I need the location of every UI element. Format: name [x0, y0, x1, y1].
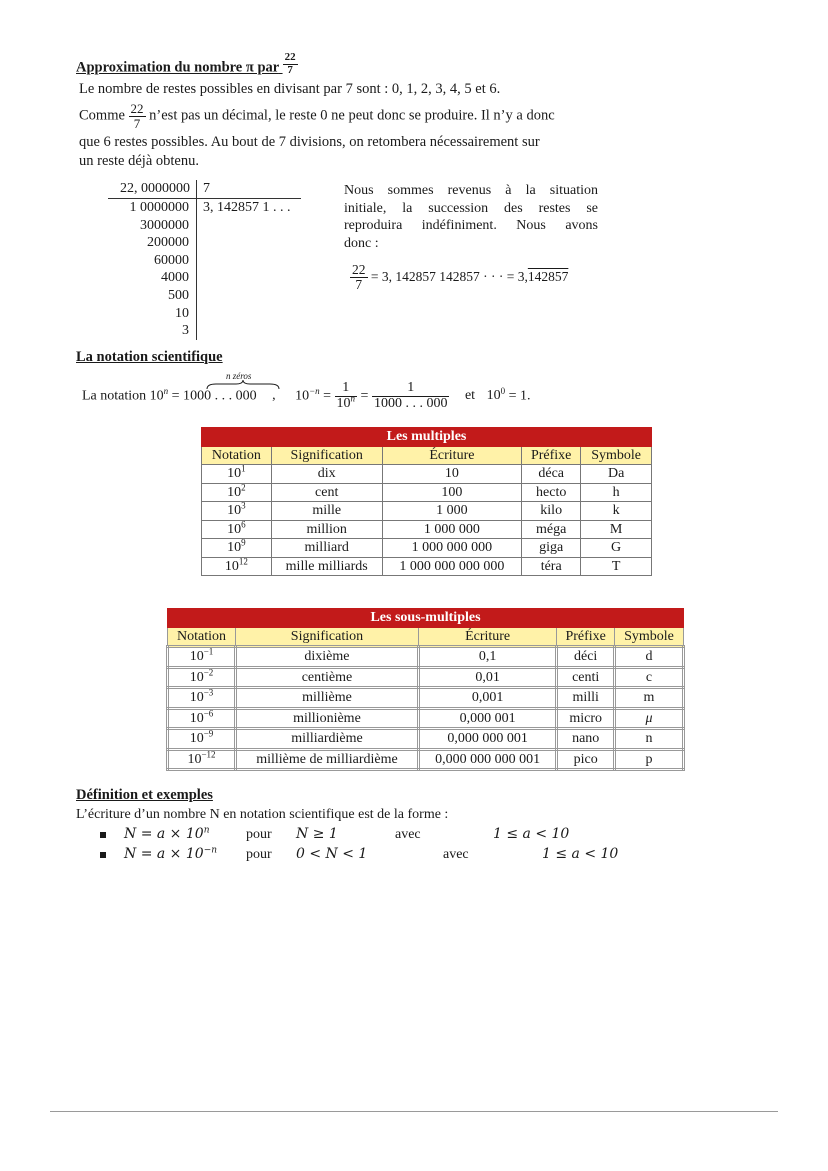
fraction-22-7: $\frac{22}{7}$ [130, 101, 144, 131]
section-title-notation: La notation scientifique [76, 349, 223, 365]
col-signification: Signification [271, 446, 382, 465]
division-divisor: 7 [203, 181, 210, 196]
notation-formula: La notation 10$^n$ = 1000 . . . 000 , $10^{-n}$ = $\frac{1}{10^n}$ = $\frac{1}{1000 . . . 000}$ et $10^0 = 1$. [82, 380, 531, 411]
conclusion-text: Nous sommes revenus à la situation initiale, la succession des restes se reproduira indéfiniment. Nous avons donc : [344, 183, 598, 251]
col-prefixe: Préfixe [522, 446, 581, 465]
table-row: $10^{-1}$ dixième 0,1 déci d [168, 647, 684, 668]
col-symbole: Symbole [581, 446, 652, 465]
division-remainders [108, 199, 189, 340]
remainder: 4000 [161, 270, 189, 286]
remainder: 500 [168, 287, 189, 303]
col-ecriture: Écriture [382, 446, 522, 465]
table-row: $10^{-12}$ millième de milliardième 0,000 000 000 001 pico p [168, 749, 684, 770]
definition-item-1: $N = a \times 10^n$ pour N ≥ 1 avec 1 ≤ a < 10 [100, 826, 700, 846]
col-symbole: Symbole [614, 627, 683, 647]
remainder: 200000 [147, 235, 189, 251]
title-fraction: $\frac{22}{7}$ [284, 51, 296, 76]
comme-line: Comme $\frac{22}{7}$ n’est pas un décimal, le reste 0 ne peut donc se produire. Il n’y a donc [79, 101, 555, 131]
periodic-result: $\frac{22}{7}$ = 3, 142857 142857 · · · = 3,142857 [352, 262, 569, 293]
sous-multiples-table [166, 608, 685, 771]
division-dividend: 22, 0000000 [120, 181, 190, 196]
remainders-sentence: Le nombre de restes possibles en divisant par 7 sont : 0, 1, 2, 3, 4, 5 et 6. [79, 81, 501, 97]
col-prefixe: Préfixe [557, 627, 615, 647]
multiples-caption: Les multiples [202, 428, 652, 447]
paragraph-line-3: que 6 restes possibles. Au bout de 7 divisions, on retombera nécessairement sur [79, 134, 540, 150]
table-row: $10^1$ dix 10 déca Da [202, 465, 652, 484]
col-notation: Notation [168, 627, 236, 647]
section-title-definition: Définition et exemples [76, 787, 213, 803]
col-ecriture: Écriture [418, 627, 556, 647]
remainder: 10 [175, 305, 189, 321]
table-row: $10^{-3}$ millième 0,001 milli m [168, 688, 684, 709]
remainder: 60000 [154, 252, 189, 268]
col-signification: Signification [236, 627, 419, 647]
table-row: $10^{12}$ mille milliards 1 000 000 000 000 téra T [202, 557, 652, 576]
division-quotient: 3, 142857 1 . . . [203, 200, 291, 215]
table-row: $10^2$ cent 100 hecto h [202, 483, 652, 502]
table-row: $10^{-2}$ centième 0,01 centi c [168, 667, 684, 688]
multiples-table [201, 427, 652, 576]
remainder: 3000000 [140, 217, 189, 233]
bullet-icon [100, 832, 106, 838]
paragraph-line-4: un reste déjà obtenu. [79, 153, 199, 169]
bullet-icon [100, 852, 106, 858]
definition-intro: L’écriture d’un nombre N en notation scientifique est de la forme : [76, 807, 449, 822]
table-row: $10^6$ million 1 000 000 méga M [202, 520, 652, 539]
table-row: $10^{-6}$ millionième 0,000 001 micro μ [168, 708, 684, 729]
definition-item-2: $N = a \times 10^{-n}$ pour 0 < N < 1 avec 1 ≤ a < 10 [100, 846, 700, 866]
brace-label: n zéros [226, 371, 252, 381]
table-row: $10^{-9}$ milliardième 0,000 000 001 nano n [168, 729, 684, 750]
table-row: $10^3$ mille 1 000 kilo k [202, 502, 652, 521]
sous-multiples-caption: Les sous-multiples [168, 609, 684, 628]
footer-divider [50, 1111, 778, 1112]
remainder: 1 0000000 [129, 200, 189, 215]
section-title-pi: Approximation du nombre π par $\frac{22}{7}$ [76, 51, 296, 76]
remainder: 3 [182, 323, 189, 339]
col-notation: Notation [202, 446, 272, 465]
table-row: $10^9$ milliard 1 000 000 000 giga G [202, 539, 652, 558]
division-vertical-rule [196, 180, 197, 340]
